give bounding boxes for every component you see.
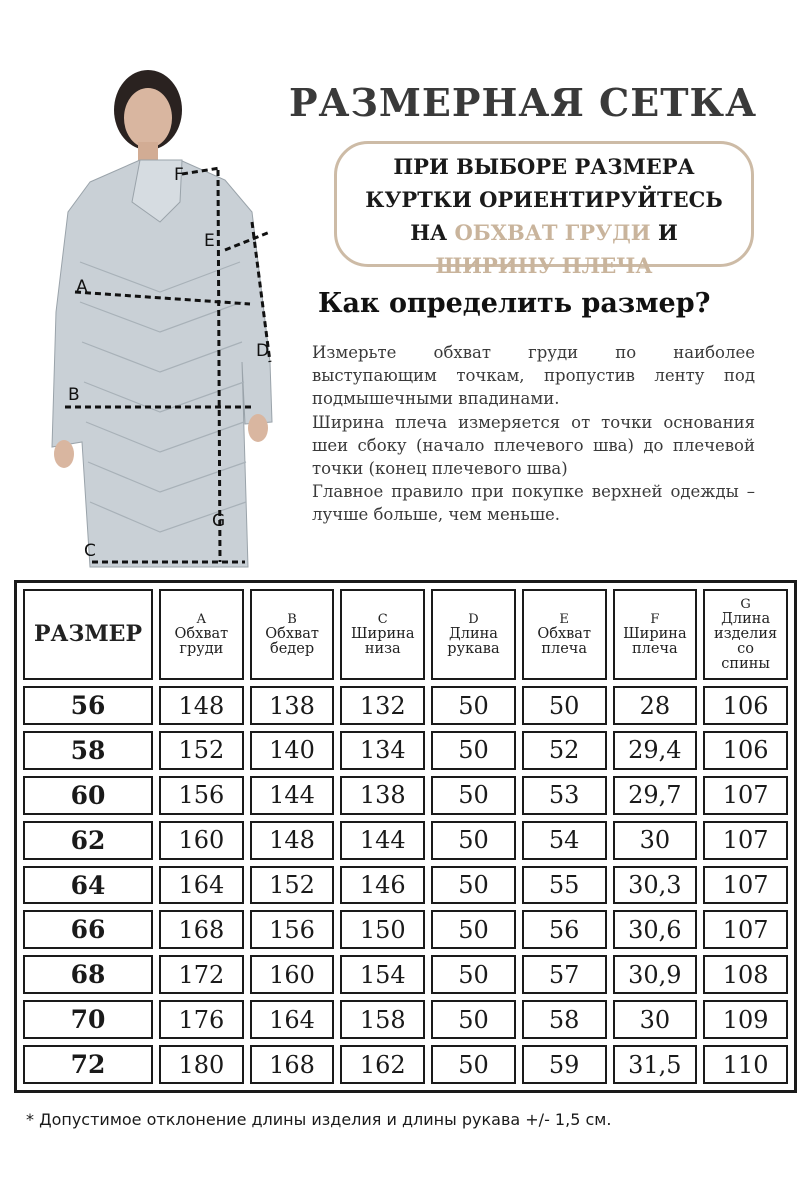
measurement-cell: 50 [431,1045,516,1084]
callout-line-1: ПРИ ВЫБОРЕ РАЗМЕРА [393,154,695,179]
size-cell: 58 [23,731,153,770]
callout-line-3: НА ОБХВАТ ГРУДИ И [410,220,678,245]
label-a: A [76,277,88,297]
instruction-paragraph: Главное правило при покупке верхней одежды – лучше больше, чем меньше. [312,482,755,525]
column-header: F Ширина плеча [613,589,698,680]
measurement-cell: 154 [340,955,425,994]
measurement-cell: 106 [703,731,788,770]
measurement-cell: 59 [522,1045,607,1084]
measurement-cell: 172 [159,955,244,994]
measurement-cell: 140 [250,731,335,770]
measurement-cell: 156 [159,776,244,815]
measurement-cell: 152 [159,731,244,770]
size-table [14,580,797,1093]
size-column-header: РАЗМЕР [23,589,153,680]
measurement-cell: 52 [522,731,607,770]
measurement-cell: 29,4 [613,731,698,770]
measurement-cell: 28 [613,686,698,725]
table-row [23,686,788,725]
measurement-cell: 158 [340,1000,425,1039]
label-c: C [84,541,96,561]
model-coat-illustration [20,62,290,582]
measurement-cell: 180 [159,1045,244,1084]
size-cell: 64 [23,866,153,905]
measurement-cell: 30 [613,821,698,860]
measurement-cell: 50 [431,821,516,860]
measurement-cell: 57 [522,955,607,994]
measurement-cell: 107 [703,910,788,949]
measurement-cell: 54 [522,821,607,860]
measurement-cell: 146 [340,866,425,905]
measurement-cell: 50 [431,866,516,905]
measurement-cell: 107 [703,866,788,905]
callout-line-2: КУРТКИ ОРИЕНТИРУЙТЕСЬ [365,187,723,212]
column-header: E Обхват плеча [522,589,607,680]
measurement-cell: 168 [159,910,244,949]
measurement-cell: 29,7 [613,776,698,815]
measurement-cell: 148 [159,686,244,725]
label-e: E [204,231,215,251]
table-row [23,821,788,860]
measurement-cell: 53 [522,776,607,815]
label-f: F [174,165,184,185]
size-cell: 70 [23,1000,153,1039]
measurement-cell: 150 [340,910,425,949]
measurement-cell: 107 [703,821,788,860]
size-cell: 72 [23,1045,153,1084]
size-cell: 62 [23,821,153,860]
column-header: G Длина изделия со спины [703,589,788,680]
table-row [23,955,788,994]
measurement-cell: 132 [340,686,425,725]
measurement-cell: 168 [250,1045,335,1084]
measurement-cell: 58 [522,1000,607,1039]
measurement-cell: 50 [431,910,516,949]
measurement-cell: 50 [431,686,516,725]
how-to-heading: Как определить размер? [318,288,711,319]
size-advice-callout [334,141,754,278]
measurement-cell: 148 [250,821,335,860]
measurement-cell: 106 [703,686,788,725]
measurement-cell: 30,3 [613,866,698,905]
size-cell: 68 [23,955,153,994]
tolerance-footnote: * Допустимое отклонение длины изделия и длины рукава +/- 1,5 см. [26,1110,612,1129]
measurement-cell: 50 [431,1000,516,1039]
label-b: B [68,385,80,405]
table-row [23,866,788,905]
measurement-cell: 31,5 [613,1045,698,1084]
table-row [23,1045,788,1084]
measurement-cell: 164 [250,1000,335,1039]
instructions-text [312,341,755,527]
chest-accent: ОБХВАТ ГРУДИ [454,220,651,245]
column-header: A Обхват груди [159,589,244,680]
measurement-cell: 152 [250,866,335,905]
measurement-cell: 108 [703,955,788,994]
measurement-cell: 156 [250,910,335,949]
measurement-cell: 50 [431,955,516,994]
instruction-paragraph: Измерьте обхват груди по наиболее выступающим точкам, пропустив ленту под подмышечными впадинами. [312,343,755,409]
measurement-cell: 56 [522,910,607,949]
size-cell: 60 [23,776,153,815]
size-cell: 56 [23,686,153,725]
table-row [23,731,788,770]
measurement-cell: 55 [522,866,607,905]
measurement-cell: 50 [522,686,607,725]
page-title: РАЗМЕРНАЯ СЕТКА [288,80,758,125]
size-cell: 66 [23,910,153,949]
measurement-cell: 30 [613,1000,698,1039]
measurement-cell: 110 [703,1045,788,1084]
column-header: B Обхват бедер [250,589,335,680]
column-header: C Ширина низа [340,589,425,680]
measurement-cell: 162 [340,1045,425,1084]
measurement-cell: 138 [250,686,335,725]
measurement-cell: 160 [250,955,335,994]
table-row [23,910,788,949]
measurement-cell: 144 [340,821,425,860]
measurement-cell: 176 [159,1000,244,1039]
label-d: D [256,341,270,361]
measurement-cell: 50 [431,776,516,815]
table-row [23,776,788,815]
measurement-cell: 50 [431,731,516,770]
table-row [23,1000,788,1039]
measurement-cell: 160 [159,821,244,860]
instruction-paragraph: Ширина плеча измеряется от точки основания шеи сбоку (начало плечевого шва) до плечевой точки (конец плечевого шва) [312,412,755,479]
table-header-row [23,589,788,680]
measurement-cell: 30,9 [613,955,698,994]
column-header: D Длина рукава [431,589,516,680]
measurement-cell: 109 [703,1000,788,1039]
shoulder-accent: ШИРИНУ ПЛЕЧА [435,253,653,278]
measurement-cell: 164 [159,866,244,905]
label-g: G [212,511,226,531]
measurement-cell: 30,6 [613,910,698,949]
measurement-cell: 107 [703,776,788,815]
measurement-cell: 138 [340,776,425,815]
measurement-cell: 134 [340,731,425,770]
measurement-cell: 144 [250,776,335,815]
